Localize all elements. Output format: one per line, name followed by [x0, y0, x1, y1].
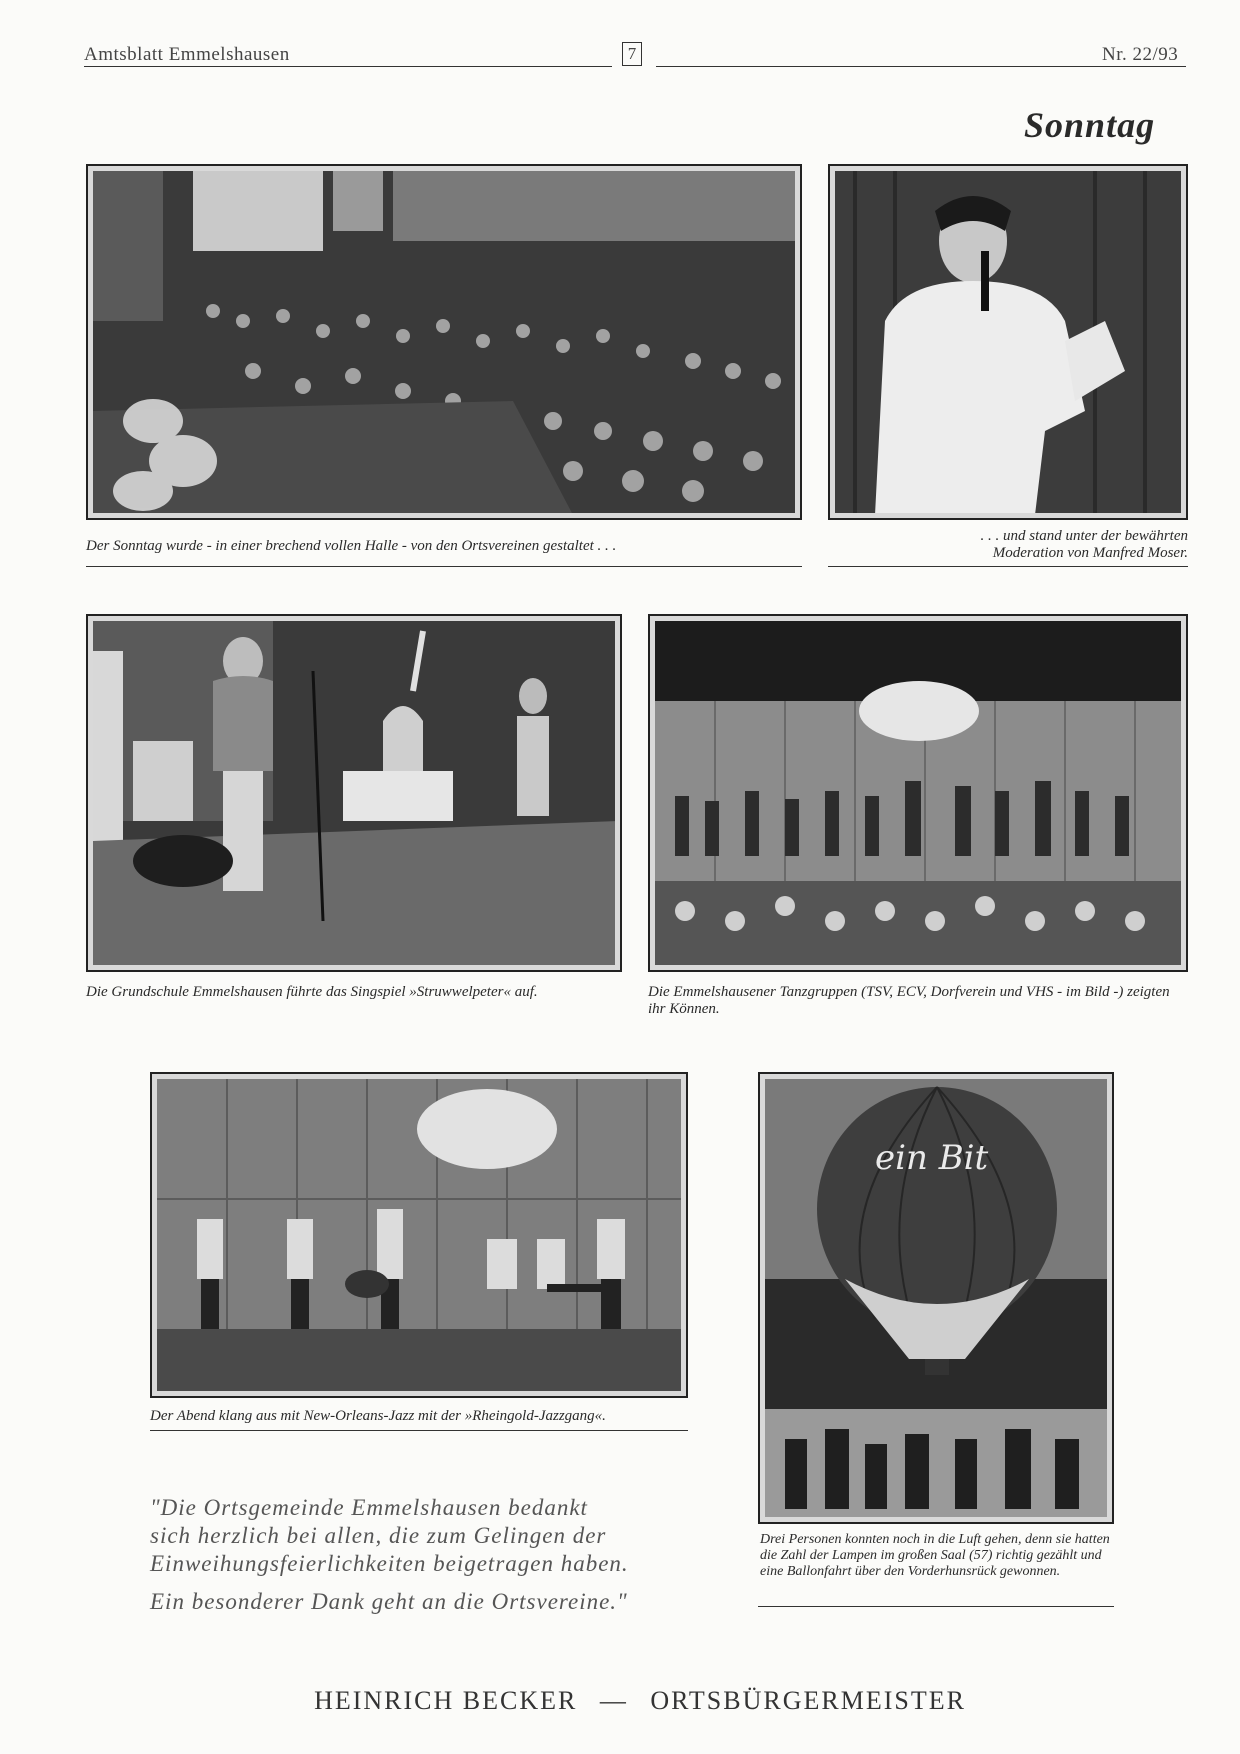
thanks-quote-line-2: sich herzlich bei allen, die zum Gelingen der: [150, 1523, 607, 1548]
photo-hot-air-balloon: [758, 1072, 1114, 1524]
photo-dance-groups: [648, 614, 1188, 972]
photo-jazz-band: [150, 1072, 688, 1398]
caption-jazz-band: Der Abend klang aus mit New-Orleans-Jazz mit der »Rheingold-Jazzgang«.: [150, 1408, 606, 1424]
caption-balloon: Drei Personen konnten noch in die Luft gehen, denn sie hatten die Zahl der Lampen im großen Saal (57) richtig gezählt und eine Ballonfahrt über den Vorderhunsrück gewonnen.: [760, 1532, 1110, 1579]
caption-moderator-line2: Moderation von Manfred Moser.: [992, 545, 1188, 561]
thanks-quote-line-3: Einweihungsfeierlichkeiten beigetragen haben.: [150, 1551, 629, 1576]
photo-hall-audience: [86, 164, 802, 520]
caption-rule-balloon: [758, 1606, 1114, 1607]
header-rule-right: [656, 66, 1186, 67]
caption-rule-moderator: [828, 566, 1188, 567]
thanks-quote-line-4: Ein besonderer Dank geht an die Ortsvereine.": [150, 1589, 628, 1614]
caption-dance-groups: Die Emmelshausener Tanzgruppen (TSV, ECV, Dorfverein und VHS - im Bild -) zeigten ihr Können.: [648, 984, 1170, 1017]
caption-hall: Der Sonntag wurde - in einer brechend vollen Halle - von den Ortsvereinen gestaltet . . .: [86, 538, 617, 554]
publication-name: Amtsblatt Emmelshausen: [84, 44, 290, 65]
signature-separator: —: [599, 1686, 628, 1715]
issue-number: Nr. 22/93: [1102, 44, 1179, 65]
header-rule-left: [84, 66, 612, 67]
photo-moderator: [828, 164, 1188, 520]
thanks-quote-line-1: "Die Ortsgemeinde Emmelshausen bedankt: [150, 1495, 588, 1520]
signature-line: [300, 1686, 980, 1716]
mayor-title: ORTSBÜRGERMEISTER: [650, 1686, 966, 1715]
caption-rule-hall: [86, 566, 802, 567]
section-title: Sonntag: [1024, 105, 1156, 145]
balloon-lettering: ein Bit: [875, 1138, 989, 1178]
photo-school-play: [86, 614, 622, 972]
caption-rule-jazz: [150, 1430, 688, 1431]
caption-moderator-line1: . . . und stand unter der bewährten: [980, 528, 1188, 544]
caption-school-play: Die Grundschule Emmelshausen führte das Singspiel »Struwwelpeter« auf.: [86, 984, 538, 1000]
page-number: 7: [622, 42, 642, 66]
mayor-name: HEINRICH BECKER: [314, 1686, 578, 1715]
